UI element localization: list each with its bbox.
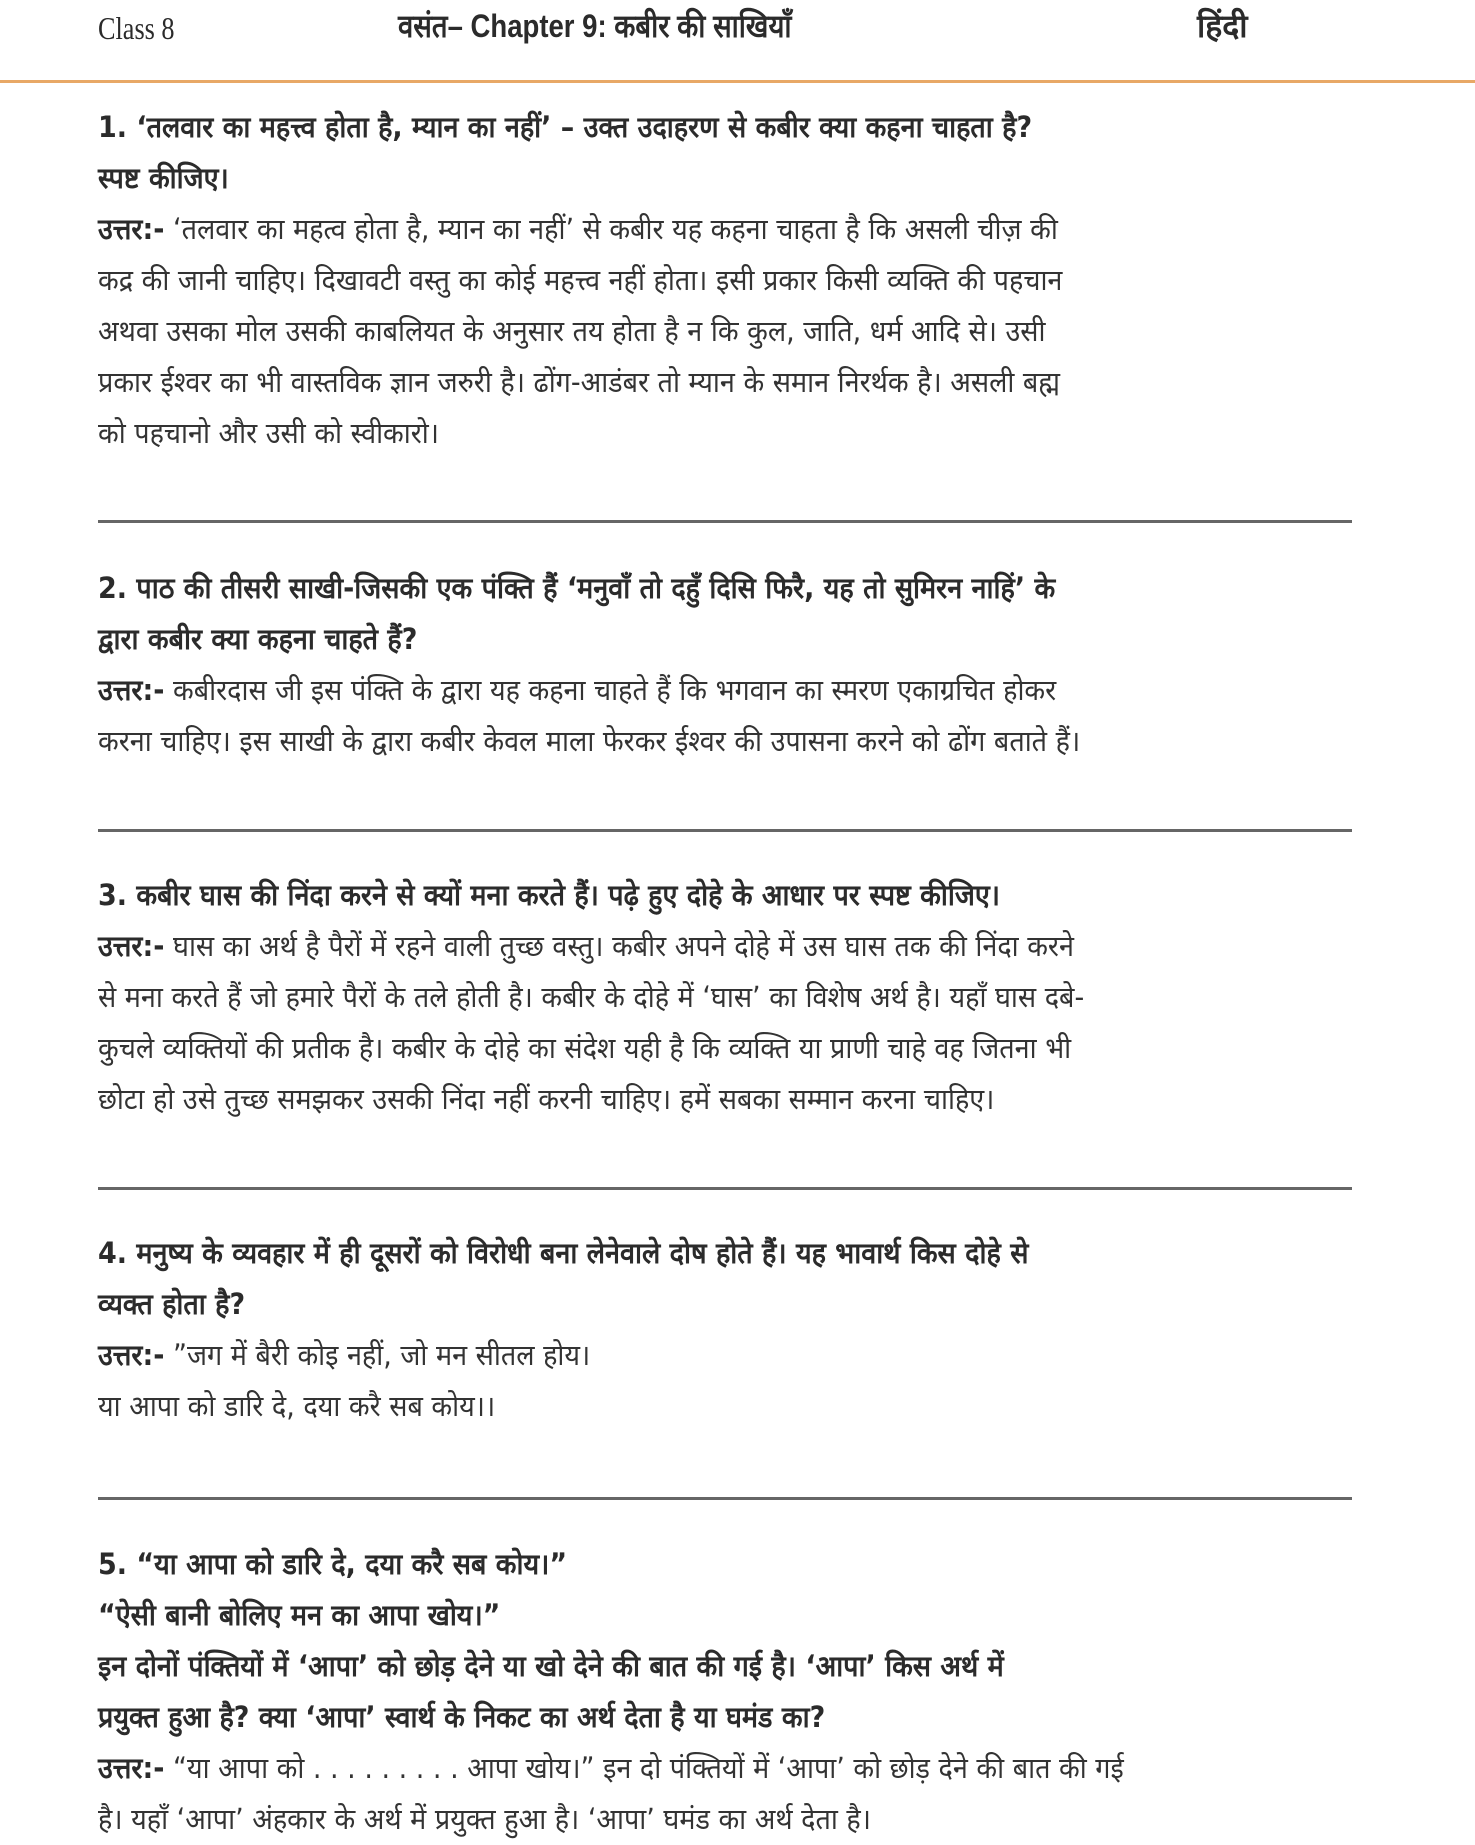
section-divider (98, 829, 1352, 832)
section-divider (98, 520, 1352, 523)
answer-text: या आपा को डारि दे, दया करै सब कोय।। (98, 1389, 496, 1423)
answer-text-first: ”जग में बैरी कोइ नहीं, जो मन सीतल होय। (164, 1338, 591, 1372)
question-text: व्यक्त होता है? (98, 1287, 246, 1321)
answer-text-first: घास का अर्थ है पैरों में रहने वाली तुच्छ वस्तु। कबीर अपने दोहे में उस घास तक की निंदा करने (164, 929, 1074, 963)
question-block-4 (98, 1228, 1378, 1432)
answer-label: उत्तर:- (98, 929, 165, 963)
section-divider (98, 1187, 1352, 1190)
question-text: 2. पाठ की तीसरी साखी-जिसकी एक पंक्ति हैं ‘मनुवाँ तो दहुँ दिसि फिरै, यह तो सुमिरन नाहिं’ के (98, 571, 1056, 605)
question-text: इन दोनों पंक्तियों में ‘आपा’ को छोड़ देने या खो देने की बात की गई है। ‘आपा’ किस अर्थ में (98, 1649, 1004, 1683)
question-block-2 (98, 563, 1378, 767)
question-text: 1. ‘तलवार का महत्त्व होता है, म्यान का नहीं’ – उक्त उदाहरण से कबीर क्या कहना चाहता है? (98, 110, 1033, 144)
answer-label: उत्तर:- (98, 1338, 165, 1372)
class-label: Class 8 (98, 10, 175, 46)
answer-text: कद्र की जानी चाहिए। दिखावटी वस्तु का कोई महत्त्व नहीं होता। इसी प्रकार किसी व्यक्ति की पहचान (98, 263, 1063, 297)
question-text: प्रयुक्त हुआ है? क्या ‘आपा’ स्वार्थ के निकट का अर्थ देता है या घमंड का? (98, 1700, 826, 1734)
answer-text-first: ‘तलवार का महत्व होता है, म्यान का नहीं’ से कबीर यह कहना चाहता है कि असली चीज़ की (164, 212, 1058, 246)
question-text: स्पष्ट कीजिए। (98, 161, 229, 195)
answer-label: उत्तर:- (98, 212, 165, 246)
section-divider (98, 1497, 1352, 1500)
answer-text: कुचले व्यक्तियों की प्रतीक है। कबीर के दोहे का संदेश यही है कि व्यक्ति या प्राणी चाहे वह जितना भी (98, 1031, 1072, 1065)
subject-label: हिंदी (1197, 7, 1248, 45)
question-text: 4. मनुष्य के व्यवहार में ही दूसरों को विरोधी बना लेनेवाले दोष होते हैं। यह भावार्थ किस दोहे से (98, 1236, 1029, 1270)
question-block-1 (98, 102, 1378, 459)
answer-text (98, 665, 1288, 716)
answer-text-first: कबीरदास जी इस पंक्ति के द्वारा यह कहना चाहते हैं कि भगवान का स्मरण एकाग्रचित होकर (164, 673, 1057, 707)
answer-text: छोटा हो उसे तुच्छ समझकर उसकी निंदा नहीं करनी चाहिए। हमें सबका सम्मान करना चाहिए। (98, 1082, 995, 1116)
question-text: 5. “या आपा को डारि दे, दया करै सब कोय।” (98, 1547, 568, 1581)
answer-text: से मना करते हैं जो हमारे पैरों के तले होती है। कबीर के दोहे में ‘घास’ का विशेष अर्थ है। यहाँ घास दबे- (98, 980, 1085, 1014)
answer-text (98, 204, 1288, 255)
answer-text (98, 1743, 1288, 1794)
answer-text (98, 1330, 1288, 1381)
question-text: 3. कबीर घास की निंदा करने से क्यों मना करते हैं। पढ़े हुए दोहे के आधार पर स्पष्ट कीजिए। (98, 878, 1000, 912)
question-block-5 (98, 1539, 1378, 1845)
answer-text (98, 921, 1288, 972)
question-text: द्वारा कबीर क्या कहना चाहते हैं? (98, 622, 418, 656)
question-text: “ऐसी बानी बोलिए मन का आपा खोय।” (98, 1598, 501, 1632)
chapter-title: वसंत– Chapter 9: कबीर की साखियाँ (398, 8, 792, 44)
answer-text: करना चाहिए। इस साखी के द्वारा कबीर केवल माला फेरकर ईश्वर की उपासना करने को ढोंग बताते हैं। (98, 724, 1081, 758)
answer-label: उत्तर:- (98, 1751, 165, 1785)
answer-text: को पहचानो और उसी को स्वीकारो। (98, 416, 440, 450)
answer-text: प्रकार ईश्वर का भी वास्तविक ज्ञान जरुरी है। ढोंग-आडंबर तो म्यान के समान निरर्थक है। असली बह्म (98, 365, 1060, 399)
answer-label: उत्तर:- (98, 673, 165, 707)
answer-text: है। यहाँ ‘आपा’ अंहकार के अर्थ में प्रयुक्त हुआ है। ‘आपा’ घमंड का अर्थ देता है। (98, 1802, 871, 1836)
answer-text: अथवा उसका मोल उसकी काबलियत के अनुसार तय होता है न कि कुल, जाति, धर्म आदि से। उसी (98, 314, 1046, 348)
page-header (0, 0, 1475, 80)
question-block-3 (98, 870, 1378, 1125)
header-rule (0, 80, 1475, 83)
answer-text-first: “या आपा को . . . . . . . . . आपा खोय।” इन दो पंक्तियों में ‘आपा’ को छोड़ देने की बात की गई (164, 1751, 1124, 1785)
